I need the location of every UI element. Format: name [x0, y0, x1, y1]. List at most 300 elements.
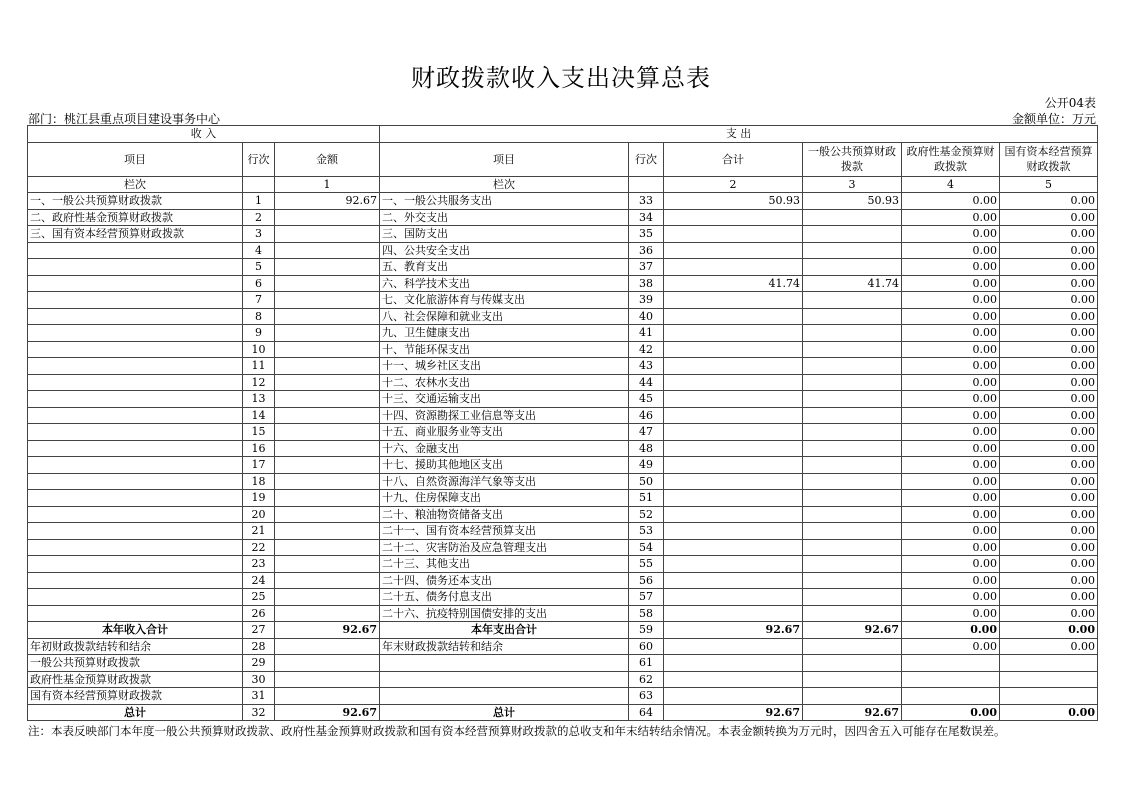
gov-fund-amount: 0.00 — [902, 424, 1000, 441]
income-line-no: 26 — [243, 605, 275, 622]
income-amount — [275, 209, 380, 226]
income-line-no: 23 — [243, 556, 275, 573]
table-row — [28, 490, 1098, 507]
general-budget-amount: 41.74 — [803, 275, 902, 292]
income-line-no: 2 — [243, 209, 275, 226]
income-item — [28, 589, 243, 606]
expense-item: 四、公共安全支出 — [380, 242, 629, 259]
expense-item: 三、国防支出 — [380, 226, 629, 243]
state-capital-amount: 0.00 — [1000, 193, 1098, 210]
income-item — [28, 556, 243, 573]
state-capital-amount: 0.00 — [1000, 589, 1098, 606]
expense-line-no: 56 — [629, 572, 664, 589]
expense-total — [664, 457, 803, 474]
income-line-no: 12 — [243, 374, 275, 391]
expense-total — [664, 473, 803, 490]
income-item: 二、政府性基金预算财政拨款 — [28, 209, 243, 226]
expense-line-no: 42 — [629, 341, 664, 358]
table-row — [28, 605, 1098, 622]
income-line-no: 21 — [243, 523, 275, 540]
expense-total: 41.74 — [664, 275, 803, 292]
state-capital-amount: 0.00 — [1000, 226, 1098, 243]
expense-item: 十三、交通运输支出 — [380, 391, 629, 408]
gov-fund-header: 政府性基金预算财政拨款 — [902, 142, 1000, 176]
expense-line-no: 63 — [629, 688, 664, 705]
income-line-no: 5 — [243, 259, 275, 276]
income-amount — [275, 556, 380, 573]
general-budget-amount — [803, 424, 902, 441]
income-amount — [275, 374, 380, 391]
income-line-no: 7 — [243, 292, 275, 309]
general-budget-header: 一般公共预算财政拨款 — [803, 142, 902, 176]
income-amount — [275, 671, 380, 688]
income-line-no: 24 — [243, 572, 275, 589]
table-row — [28, 539, 1098, 556]
gov-fund-amount — [902, 655, 1000, 672]
income-item — [28, 259, 243, 276]
general-budget-amount — [803, 407, 902, 424]
income-amount — [275, 391, 380, 408]
expense-total — [664, 407, 803, 424]
expense-line-no: 38 — [629, 275, 664, 292]
general-budget-amount — [803, 209, 902, 226]
table-row — [28, 292, 1098, 309]
table-row — [28, 457, 1098, 474]
expense-item: 年末财政拨款结转和结余 — [380, 638, 629, 655]
general-budget-amount — [803, 688, 902, 705]
general-budget-amount — [803, 457, 902, 474]
general-budget-amount — [803, 226, 902, 243]
expense-line-header: 行次 — [629, 142, 664, 176]
expense-total — [664, 308, 803, 325]
expense-total — [664, 440, 803, 457]
expense-total — [664, 325, 803, 342]
expense-line-no: 49 — [629, 457, 664, 474]
expense-line-no: 40 — [629, 308, 664, 325]
gov-fund-amount: 0.00 — [902, 391, 1000, 408]
subtotal-row — [28, 622, 1098, 639]
state-capital-amount: 0.00 — [1000, 374, 1098, 391]
state-capital-amount: 0.00 — [1000, 490, 1098, 507]
income-item — [28, 473, 243, 490]
table-row — [28, 341, 1098, 358]
general-budget-amount: 50.93 — [803, 193, 902, 210]
income-item — [28, 523, 243, 540]
expense-item: 二十四、债务还本支出 — [380, 572, 629, 589]
general-budget-amount — [803, 292, 902, 309]
gov-fund-amount: 0.00 — [902, 473, 1000, 490]
income-line-no: 8 — [243, 308, 275, 325]
income-line-no: 13 — [243, 391, 275, 408]
expense-line-no: 36 — [629, 242, 664, 259]
income-line-no: 27 — [243, 622, 275, 639]
state-capital-amount: 0.00 — [1000, 292, 1098, 309]
expense-total — [664, 358, 803, 375]
income-amount — [275, 308, 380, 325]
column-number-capital: 5 — [1000, 176, 1098, 193]
general-budget-amount — [803, 589, 902, 606]
income-line-no: 17 — [243, 457, 275, 474]
column-number-fund: 4 — [902, 176, 1000, 193]
expense-total — [664, 226, 803, 243]
general-budget-amount — [803, 539, 902, 556]
income-amount: 92.67 — [275, 704, 380, 721]
table-row — [28, 506, 1098, 523]
expense-line-no: 47 — [629, 424, 664, 441]
gov-fund-amount: 0.00 — [902, 572, 1000, 589]
gov-fund-amount: 0.00 — [902, 440, 1000, 457]
general-budget-amount — [803, 556, 902, 573]
table-row — [28, 308, 1098, 325]
expense-line-no: 45 — [629, 391, 664, 408]
table-row — [28, 407, 1098, 424]
table-row — [28, 374, 1098, 391]
expense-item: 二十六、抗疫特别国债安排的支出 — [380, 605, 629, 622]
income-amount — [275, 506, 380, 523]
income-item — [28, 325, 243, 342]
state-capital-amount: 0.00 — [1000, 539, 1098, 556]
expense-line-no: 55 — [629, 556, 664, 573]
state-capital-amount: 0.00 — [1000, 473, 1098, 490]
general-budget-amount — [803, 391, 902, 408]
income-item — [28, 572, 243, 589]
expense-item: 二十一、国有资本经营预算支出 — [380, 523, 629, 540]
income-amount — [275, 325, 380, 342]
gov-fund-amount: 0.00 — [902, 539, 1000, 556]
gov-fund-amount: 0.00 — [902, 308, 1000, 325]
income-line-no: 9 — [243, 325, 275, 342]
income-amount — [275, 292, 380, 309]
table-row — [28, 671, 1098, 688]
expense-total — [664, 539, 803, 556]
income-line-no: 1 — [243, 193, 275, 210]
income-item-header: 项目 — [28, 142, 243, 176]
column-number-general: 3 — [803, 176, 902, 193]
expense-line-no: 50 — [629, 473, 664, 490]
expense-item: 十、节能环保支出 — [380, 341, 629, 358]
state-capital-amount: 0.00 — [1000, 457, 1098, 474]
state-capital-amount: 0.00 — [1000, 325, 1098, 342]
state-capital-amount: 0.00 — [1000, 704, 1098, 721]
gov-fund-amount: 0.00 — [902, 292, 1000, 309]
expense-total — [664, 506, 803, 523]
state-capital-amount: 0.00 — [1000, 209, 1098, 226]
expense-line-no: 58 — [629, 605, 664, 622]
expense-total — [664, 523, 803, 540]
income-line-no: 31 — [243, 688, 275, 705]
state-capital-amount: 0.00 — [1000, 424, 1098, 441]
gov-fund-amount: 0.00 — [902, 589, 1000, 606]
income-item — [28, 605, 243, 622]
income-item — [28, 391, 243, 408]
expense-total — [664, 638, 803, 655]
budget-table — [27, 125, 1098, 721]
state-capital-amount: 0.00 — [1000, 259, 1098, 276]
income-item — [28, 358, 243, 375]
income-amount — [275, 605, 380, 622]
expense-item: 一、一般公共服务支出 — [380, 193, 629, 210]
expense-item: 十五、商业服务业等支出 — [380, 424, 629, 441]
column-number-amount: 1 — [275, 176, 380, 193]
expense-line-no: 44 — [629, 374, 664, 391]
general-budget-amount — [803, 259, 902, 276]
table-row — [28, 638, 1098, 655]
expense-item: 五、教育支出 — [380, 259, 629, 276]
income-line-no: 10 — [243, 341, 275, 358]
expense-line-no: 60 — [629, 638, 664, 655]
expense-line-no: 59 — [629, 622, 664, 639]
table-row — [28, 688, 1098, 705]
state-capital-amount: 0.00 — [1000, 523, 1098, 540]
income-item — [28, 308, 243, 325]
income-amount — [275, 539, 380, 556]
expense-line-no: 34 — [629, 209, 664, 226]
general-budget-amount — [803, 638, 902, 655]
general-budget-amount — [803, 440, 902, 457]
income-amount-header: 金额 — [275, 142, 380, 176]
income-item — [28, 275, 243, 292]
table-row — [28, 473, 1098, 490]
expense-item: 九、卫生健康支出 — [380, 325, 629, 342]
income-item — [28, 407, 243, 424]
table-row — [28, 572, 1098, 589]
general-budget-amount — [803, 572, 902, 589]
column-header-row — [28, 142, 1098, 176]
income-line-no: 4 — [243, 242, 275, 259]
state-capital-amount — [1000, 688, 1098, 705]
gov-fund-amount: 0.00 — [902, 605, 1000, 622]
income-item — [28, 341, 243, 358]
income-amount: 92.67 — [275, 193, 380, 210]
state-capital-header: 国有资本经营预算财政拨款 — [1000, 142, 1098, 176]
general-budget-amount — [803, 341, 902, 358]
income-amount — [275, 655, 380, 672]
expense-item: 二、外交支出 — [380, 209, 629, 226]
general-budget-amount — [803, 308, 902, 325]
income-amount — [275, 589, 380, 606]
income-line-header: 行次 — [243, 142, 275, 176]
expense-line-no: 54 — [629, 539, 664, 556]
income-amount — [275, 440, 380, 457]
column-number-row — [28, 176, 1098, 193]
income-item: 年初财政拨款结转和结余 — [28, 638, 243, 655]
income-item — [28, 424, 243, 441]
column-label-right: 栏次 — [380, 176, 629, 193]
expense-item — [380, 671, 629, 688]
expense-line-no: 46 — [629, 407, 664, 424]
table-row — [28, 424, 1098, 441]
income-amount — [275, 523, 380, 540]
department-label: 部门：桃江县重点项目建设事务中心 — [28, 112, 221, 126]
income-item: 国有资本经营预算财政拨款 — [28, 688, 243, 705]
state-capital-amount: 0.00 — [1000, 358, 1098, 375]
expense-header: 支 出 — [380, 126, 1098, 143]
section-header-row — [28, 126, 1098, 143]
income-line-no: 30 — [243, 671, 275, 688]
expense-item: 本年支出合计 — [380, 622, 629, 639]
expense-item: 八、社会保障和就业支出 — [380, 308, 629, 325]
gov-fund-amount — [902, 671, 1000, 688]
income-item: 一、一般公共预算财政拨款 — [28, 193, 243, 210]
table-row — [28, 556, 1098, 573]
income-line-no: 3 — [243, 226, 275, 243]
general-budget-amount: 92.67 — [803, 622, 902, 639]
expense-item: 二十三、其他支出 — [380, 556, 629, 573]
expense-line-no: 64 — [629, 704, 664, 721]
state-capital-amount: 0.00 — [1000, 242, 1098, 259]
state-capital-amount: 0.00 — [1000, 572, 1098, 589]
income-item — [28, 506, 243, 523]
expense-total — [664, 259, 803, 276]
gov-fund-amount: 0.00 — [902, 275, 1000, 292]
table-row — [28, 193, 1098, 210]
gov-fund-amount: 0.00 — [902, 457, 1000, 474]
table-row — [28, 209, 1098, 226]
gov-fund-amount: 0.00 — [902, 193, 1000, 210]
expense-line-no: 33 — [629, 193, 664, 210]
income-item — [28, 374, 243, 391]
state-capital-amount: 0.00 — [1000, 556, 1098, 573]
expense-line-no: 41 — [629, 325, 664, 342]
general-budget-amount — [803, 655, 902, 672]
expense-line-no: 37 — [629, 259, 664, 276]
income-item — [28, 457, 243, 474]
state-capital-amount: 0.00 — [1000, 308, 1098, 325]
expense-total: 50.93 — [664, 193, 803, 210]
expense-item: 六、科学技术支出 — [380, 275, 629, 292]
state-capital-amount: 0.00 — [1000, 275, 1098, 292]
income-line-no: 11 — [243, 358, 275, 375]
gov-fund-amount: 0.00 — [902, 259, 1000, 276]
grand-total-row — [28, 704, 1098, 721]
expense-line-no: 35 — [629, 226, 664, 243]
general-budget-amount — [803, 523, 902, 540]
income-item — [28, 539, 243, 556]
gov-fund-amount: 0.00 — [902, 358, 1000, 375]
income-amount — [275, 572, 380, 589]
expense-item: 十九、住房保障支出 — [380, 490, 629, 507]
expense-total — [664, 424, 803, 441]
general-budget-amount — [803, 605, 902, 622]
general-budget-amount — [803, 671, 902, 688]
expense-total — [664, 605, 803, 622]
income-amount — [275, 358, 380, 375]
income-item — [28, 440, 243, 457]
expense-item: 十六、金融支出 — [380, 440, 629, 457]
gov-fund-amount: 0.00 — [902, 374, 1000, 391]
table-row — [28, 242, 1098, 259]
expense-item: 十二、农林水支出 — [380, 374, 629, 391]
income-line-no: 20 — [243, 506, 275, 523]
expense-total — [664, 341, 803, 358]
income-amount — [275, 226, 380, 243]
expense-total — [664, 374, 803, 391]
gov-fund-amount: 0.00 — [902, 209, 1000, 226]
general-budget-amount — [803, 358, 902, 375]
gov-fund-amount: 0.00 — [902, 704, 1000, 721]
table-row — [28, 391, 1098, 408]
table-row — [28, 589, 1098, 606]
income-line-no: 6 — [243, 275, 275, 292]
blank-cell — [243, 176, 275, 193]
general-budget-amount — [803, 490, 902, 507]
income-amount — [275, 490, 380, 507]
income-amount — [275, 407, 380, 424]
income-line-no: 15 — [243, 424, 275, 441]
table-row — [28, 325, 1098, 342]
state-capital-amount: 0.00 — [1000, 638, 1098, 655]
income-amount — [275, 457, 380, 474]
gov-fund-amount: 0.00 — [902, 622, 1000, 639]
income-item: 三、国有资本经营预算财政拨款 — [28, 226, 243, 243]
state-capital-amount: 0.00 — [1000, 506, 1098, 523]
income-line-no: 32 — [243, 704, 275, 721]
expense-line-no: 52 — [629, 506, 664, 523]
state-capital-amount: 0.00 — [1000, 622, 1098, 639]
unit-label: 金额单位：万元 — [1011, 112, 1096, 126]
income-amount — [275, 341, 380, 358]
state-capital-amount: 0.00 — [1000, 407, 1098, 424]
state-capital-amount: 0.00 — [1000, 440, 1098, 457]
gov-fund-amount: 0.00 — [902, 226, 1000, 243]
table-row — [28, 226, 1098, 243]
income-line-no: 25 — [243, 589, 275, 606]
table-row — [28, 440, 1098, 457]
income-line-no: 19 — [243, 490, 275, 507]
form-code: 公开04表 — [1044, 96, 1096, 110]
expense-item: 二十五、债务付息支出 — [380, 589, 629, 606]
income-amount — [275, 275, 380, 292]
income-line-no: 29 — [243, 655, 275, 672]
expense-total: 92.67 — [664, 704, 803, 721]
expense-item: 十七、援助其他地区支出 — [380, 457, 629, 474]
expense-item: 十四、资源勘探工业信息等支出 — [380, 407, 629, 424]
state-capital-amount: 0.00 — [1000, 391, 1098, 408]
expense-line-no: 39 — [629, 292, 664, 309]
footnote: 注：本表反映部门本年度一般公共预算财政拨款、政府性基金预算财政拨款和国有资本经营预算财政拨款的总收支和年末结转结余情况。本表金额转换为万元时，因四舍五入可能存在尾数误差。 — [28, 724, 1006, 738]
income-amount — [275, 424, 380, 441]
income-line-no: 22 — [243, 539, 275, 556]
expense-total — [664, 292, 803, 309]
expense-item: 总计 — [380, 704, 629, 721]
expense-line-no: 48 — [629, 440, 664, 457]
table-row — [28, 655, 1098, 672]
expense-item: 二十、粮油物资储备支出 — [380, 506, 629, 523]
income-item: 本年收入合计 — [28, 622, 243, 639]
expense-total-header: 合计 — [664, 142, 803, 176]
expense-total — [664, 655, 803, 672]
gov-fund-amount: 0.00 — [902, 556, 1000, 573]
gov-fund-amount: 0.00 — [902, 523, 1000, 540]
income-line-no: 14 — [243, 407, 275, 424]
income-amount — [275, 473, 380, 490]
expense-item — [380, 688, 629, 705]
expense-line-no: 51 — [629, 490, 664, 507]
gov-fund-amount: 0.00 — [902, 506, 1000, 523]
general-budget-amount — [803, 325, 902, 342]
income-item: 一般公共预算财政拨款 — [28, 655, 243, 672]
expense-line-no: 61 — [629, 655, 664, 672]
expense-total — [664, 572, 803, 589]
general-budget-amount — [803, 506, 902, 523]
income-item: 政府性基金预算财政拨款 — [28, 671, 243, 688]
column-number-total: 2 — [664, 176, 803, 193]
income-amount — [275, 242, 380, 259]
expense-item: 十八、自然资源海洋气象等支出 — [380, 473, 629, 490]
state-capital-amount — [1000, 655, 1098, 672]
income-item — [28, 490, 243, 507]
state-capital-amount: 0.00 — [1000, 605, 1098, 622]
